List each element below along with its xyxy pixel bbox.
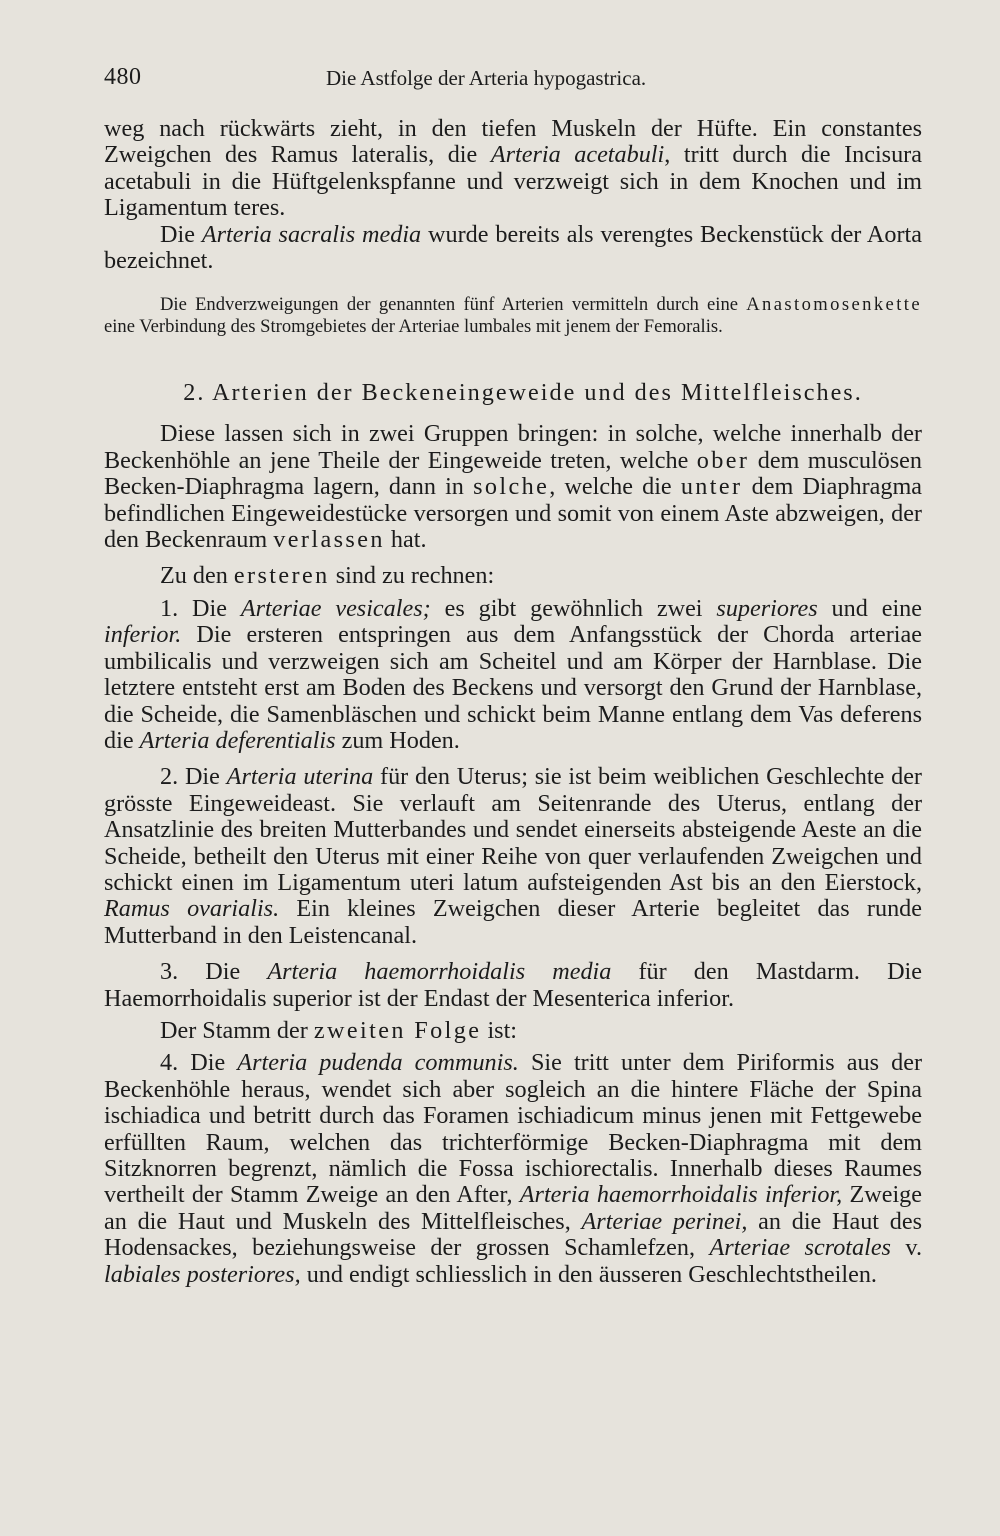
term-labiales-posteriores: labiales posteriores, — [104, 1260, 301, 1288]
emphasis-zweiten-folge: zweiten Folge — [313, 1016, 482, 1044]
term-arteria-haemorrhoidalis-inferior: Arteria haemorrhoidalis inferior, — [519, 1181, 843, 1209]
term-arteria-sacralis-media: Arteria sacralis media — [201, 220, 422, 248]
text-span: 4. Die — [160, 1049, 238, 1077]
text-span: Die Endverzweigungen der genannten fünf Arterien vermitteln durch eine — [160, 294, 747, 316]
page-number: 480 — [104, 64, 142, 90]
term-arteriae-perinei: Arteriae perinei, — [581, 1207, 748, 1235]
text-span: zum Hoden. — [335, 726, 460, 754]
term-arteria-uterina: Arteria uterina — [226, 763, 374, 791]
text-span: es gibt gewöhnlich zwei — [430, 594, 717, 622]
paragraph-first-group-intro — [104, 563, 922, 589]
text-span: dem Diaphragma befindlichen Eingeweidestücke versorgen und somit von einem Aste abzweigen, der den Beckenraum — [104, 473, 923, 554]
term-arteriae-vesicales: Arteriae vesicales; — [240, 594, 431, 622]
term-arteriae-scrotales: Arteriae scrotales — [709, 1234, 891, 1262]
text-span: 1. Die — [160, 594, 241, 622]
paragraph-second-group-intro — [104, 1018, 922, 1044]
paragraph-groups — [104, 421, 922, 553]
term-arteria-deferentialis: Arteria deferentialis — [139, 726, 336, 754]
emphasis-verlassen: verlassen — [273, 526, 385, 554]
text-span: Sie tritt unter dem Piriformis aus der Beckenhöhle heraus, wendet sich aber sogleich an die hintere Fläche der Spina ischiadica und betritt durch das Foramen ischiadicum minus jenen mit Fettgewebe erfüllten Raum, welchen das trichterförmige Becken-Diaphragma mit dem Sitzknorren begrenzt, nämlich die Fossa ischiorectalis. Innerhalb dieses Raumes vertheilt der Stamm Zweige an den After, — [104, 1049, 922, 1209]
text-span: 3. Die — [160, 958, 268, 986]
term-ramus-ovarialis: Ramus ovarialis. — [104, 895, 280, 923]
term-arteria-pudenda-communis: Arteria pudenda communis. — [237, 1049, 519, 1077]
text-span: Ein kleines Zweigchen dieser Arterie begleitet das runde Mutterband in den Leistencanal. — [104, 895, 922, 949]
text-span: und eine — [817, 594, 922, 622]
text-span: Diese lassen sich in zwei Gruppen bringen: in solche, welche innerhalb der Beckenhöhle an jene Theile der Eingeweide treten, welche — [104, 420, 922, 474]
text-span: hat. — [384, 526, 427, 554]
page-header — [104, 64, 924, 100]
term-inferior: inferior. — [104, 621, 182, 649]
text-span: weg nach rückwärts zieht, in den tiefen Muskeln der Hüfte. Ein constantes Zweigchen des Ramus lateralis, die — [104, 115, 922, 169]
text-span: 2. Die — [160, 763, 227, 791]
emphasis-ober: ober — [696, 446, 750, 474]
text-span: und endigt schliesslich in den äusseren Geschlechtstheilen. — [300, 1260, 877, 1288]
term-anastomosenkette: Anastomosenkette — [746, 294, 922, 316]
running-title: Die Astfolge der Arteria hypogastrica. — [326, 66, 647, 90]
text-span: ist: — [481, 1016, 518, 1044]
term-arteria-haemorrhoidalis-media: Arteria haemorrhoidalis media — [267, 958, 612, 986]
text-span: für den Uterus; sie ist beim weiblichen Geschlechte der grösste Eingeweideast. Sie verlauft am Seitenrande des Uterus, entlang der Ansatzlinie des breiten Mutterbandes und sendet einerseits absteigende Aeste an die Scheide, betheilt den Uterus mit einer Reihe von quer verlaufenden Zweigchen und schickt einen im Ligamentum uteri latum aufsteigenden Ast bis an den Eierstock, — [104, 763, 922, 896]
term-arteria-acetabuli: Arteria acetabuli — [490, 141, 665, 169]
text-span: , welche die — [549, 473, 681, 501]
text-span: Die ersteren entspringen aus dem Anfangsstück der Chorda arteriae umbilicalis und verzweigen sich am Scheitel und am Körper der Harnblase. Die letztere entsteht erst am Boden des Beckens und versorgt den Grund der Harnblase, die Scheide, die Samenbläschen und schickt beim Manne entlang dem Vas deferens die — [104, 621, 922, 754]
paragraph-haemorrhoidalis-media — [104, 959, 922, 1012]
note-paragraph — [104, 294, 922, 337]
text-span: , tritt durch die Incisura acetabuli in die Hüftgelenkspfanne und verzweigt sich in dem Knochen und im Ligamentum teres. — [104, 141, 922, 222]
paragraph-uterina — [104, 764, 922, 949]
emphasis-solche: solche — [473, 473, 550, 501]
paragraph-hip-branches — [104, 116, 922, 222]
section-title: Arterien der Beckeneingeweide und des Mittelfleisches. — [212, 379, 863, 407]
page-body — [104, 116, 922, 1288]
paragraph-sacralis-media — [104, 222, 922, 275]
paragraph-pudenda-communis — [104, 1050, 922, 1288]
text-span: sind zu rechnen: — [329, 562, 495, 590]
text-span: dem musculösen Becken-Diaphragma lagern, dann in — [104, 446, 922, 501]
emphasis-unter: unter — [680, 473, 743, 501]
text-span: für den Mastdarm. Die Haemorrhoidalis superior ist der Endast der Mesenterica inferior. — [104, 958, 922, 1012]
text-span: Der Stamm der — [160, 1016, 314, 1044]
section-number: 2. — [183, 379, 213, 407]
section-heading — [104, 379, 922, 407]
text-span: an die Haut des Hodensackes, beziehungsweise der grossen Schamlefzen, — [104, 1207, 922, 1262]
text-span: v. — [890, 1234, 922, 1262]
paragraph-vesicales — [104, 596, 922, 754]
text-span: Die — [160, 220, 202, 248]
text-span: Zweige an die Haut und Muskeln des Mittelfleisches, — [104, 1181, 922, 1235]
text-span: eine Verbindung des Stromgebietes der Arteriae lumbales mit jenem der Femoralis. — [104, 315, 723, 337]
text-span: wurde bereits als verengtes Beckenstück der Aorta bezeichnet. — [104, 220, 922, 275]
emphasis-ersteren: ersteren — [233, 562, 330, 590]
term-superiores: superiores — [716, 594, 818, 622]
text-span: Zu den — [160, 562, 234, 590]
